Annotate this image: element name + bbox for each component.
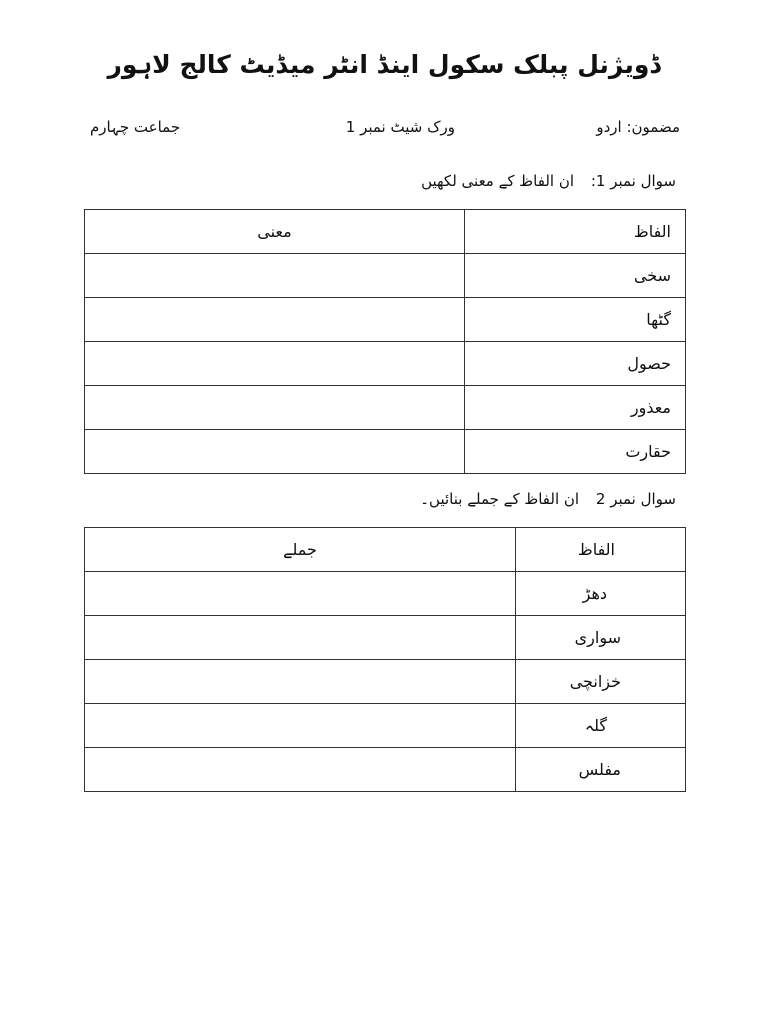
table-row xyxy=(85,660,686,704)
sheet-number-label: ورک شیٹ نمبر 1 xyxy=(345,118,455,136)
word-cell: دھڑ xyxy=(516,572,686,616)
table-header-row xyxy=(85,210,686,254)
word-cell: سواری xyxy=(516,616,686,660)
word-cell: حصول xyxy=(465,342,686,386)
meaning-answer-cell[interactable] xyxy=(85,342,465,386)
table-row xyxy=(85,704,686,748)
meanings-table xyxy=(84,209,686,474)
table-row xyxy=(85,254,686,298)
sentence-answer-cell[interactable] xyxy=(85,748,516,792)
page-title: ڈویژنل پبلک سکول اینڈ انٹر میڈیٹ کالج لاہور xyxy=(107,50,661,79)
sentence-answer-cell[interactable] xyxy=(85,616,516,660)
question-1-text: ان الفاظ کے معنی لکھیں xyxy=(421,172,575,190)
question-2-number: سوال نمبر 2 xyxy=(595,490,676,508)
table-row xyxy=(85,572,686,616)
word-cell: حقارت xyxy=(465,430,686,474)
sentences-table xyxy=(84,527,686,792)
worksheet-meta xyxy=(90,118,680,148)
table-row xyxy=(85,748,686,792)
header-sentences: جملے xyxy=(85,528,516,572)
table-row xyxy=(85,298,686,342)
header-words: الفاظ xyxy=(516,528,686,572)
question-2-text: ان الفاظ کے جملے بنائیں۔ xyxy=(420,490,580,508)
header-meaning: معنی xyxy=(85,210,465,254)
word-cell: سخی xyxy=(465,254,686,298)
sentence-answer-cell[interactable] xyxy=(85,704,516,748)
meaning-answer-cell[interactable] xyxy=(85,298,465,342)
question-1-heading xyxy=(421,172,676,190)
table-header-row xyxy=(85,528,686,572)
grade-label: جماعت چہارم xyxy=(90,118,181,136)
table-row xyxy=(85,342,686,386)
word-cell: خزانچی xyxy=(516,660,686,704)
subject-label: مضمون: اردو xyxy=(596,118,680,136)
question-2-heading xyxy=(420,490,676,508)
word-cell: مفلس xyxy=(516,748,686,792)
meaning-answer-cell[interactable] xyxy=(85,254,465,298)
word-cell: معذور xyxy=(465,386,686,430)
meaning-answer-cell[interactable] xyxy=(85,430,465,474)
header-words: الفاظ xyxy=(465,210,686,254)
sentence-answer-cell[interactable] xyxy=(85,572,516,616)
meaning-answer-cell[interactable] xyxy=(85,386,465,430)
word-cell: گٹھا xyxy=(465,298,686,342)
table-row xyxy=(85,386,686,430)
question-1-number: سوال نمبر 1: xyxy=(590,172,676,190)
table-row xyxy=(85,616,686,660)
sentence-answer-cell[interactable] xyxy=(85,660,516,704)
table-row xyxy=(85,430,686,474)
word-cell: گلہ xyxy=(516,704,686,748)
